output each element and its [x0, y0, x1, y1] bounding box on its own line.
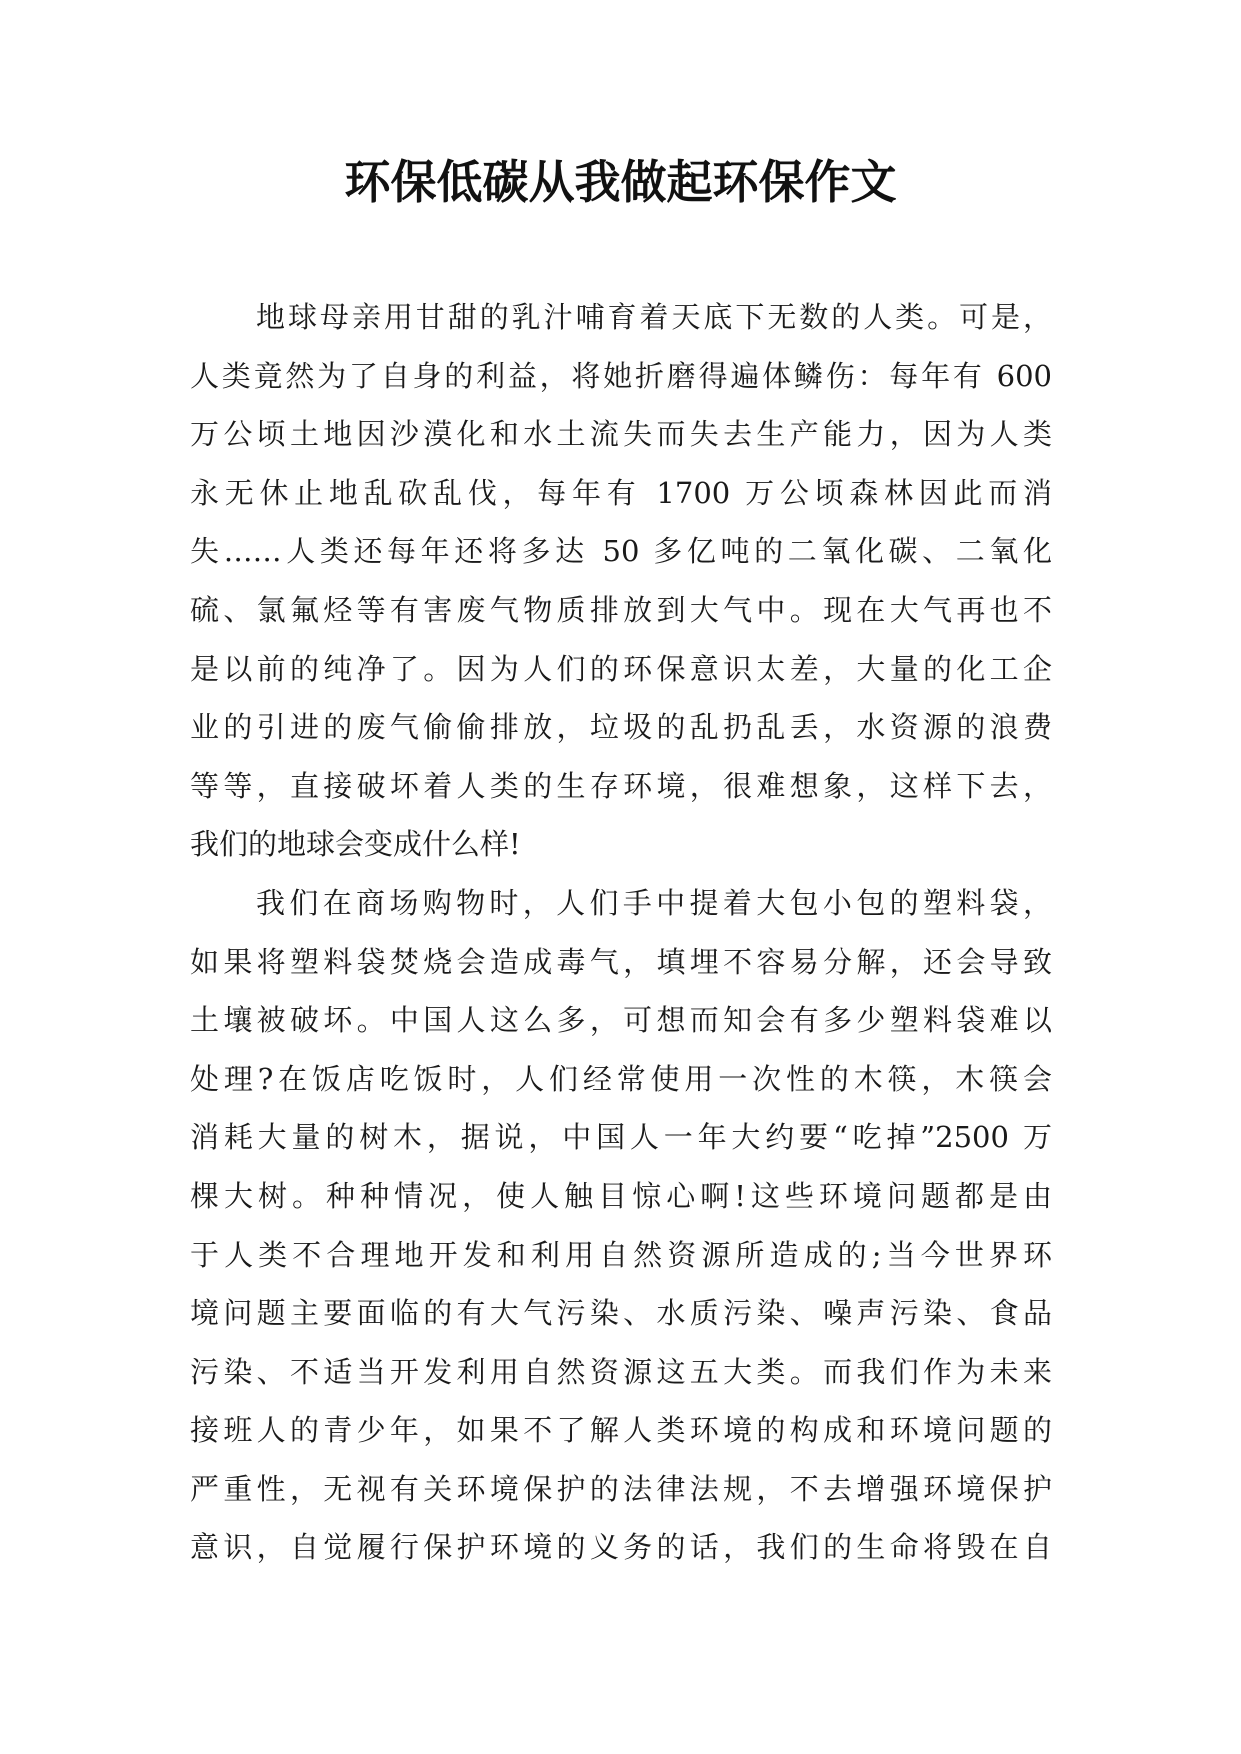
text-line: 万公顷土地因沙漠化和水土流失而失去生产能力，因为人类 — [190, 417, 1052, 452]
text-line: 我们在商场购物时，人们手中提着大包小包的塑料袋， — [256, 885, 1052, 920]
document-title: 环保低碳从我做起环保作文 — [344, 155, 897, 209]
paragraph — [190, 288, 1052, 874]
text-line: 业的引进的废气偷偷排放，垃圾的乱扔乱丢，水资源的浪费 — [190, 710, 1052, 745]
text-line: 等等，直接破坏着人类的生存环境，很难想象，这样下去， — [190, 768, 1052, 803]
text-line: 硫、氯氟烃等有害废气物质排放到大气中。现在大气再也不 — [190, 592, 1052, 627]
text-line: 严重性，无视有关环境保护的法律法规，不去增强环境保护 — [190, 1471, 1052, 1506]
text-line: 境问题主要面临的有大气污染、水质污染、噪声污染、食品 — [190, 1296, 1052, 1331]
text-line: 处理?在饭店吃饭时，人们经常使用一次性的木筷，木筷会 — [190, 1061, 1052, 1096]
text-line: 接班人的青少年，如果不了解人类环境的构成和环境问题的 — [190, 1413, 1052, 1448]
text-line: 失……人类还每年还将多达 50 多亿吨的二氧化碳、二氧化 — [190, 534, 1052, 569]
text-line: 棵大树。种种情况，使人触目惊心啊!这些环境问题都是由 — [190, 1178, 1052, 1213]
text-line: 人类竟然为了自身的利益，将她折磨得遍体鳞伤：每年有 600 — [190, 358, 1052, 393]
paragraph — [190, 874, 1052, 1577]
text-line: 永无休止地乱砍乱伐，每年有 1700 万公顷森林因此而消 — [190, 475, 1052, 510]
text-line: 消耗大量的树木，据说，中国人一年大约要“吃掉”2500 万 — [190, 1120, 1052, 1155]
text-line: 意识，自觉履行保护环境的义务的话，我们的生命将毁在自 — [190, 1530, 1052, 1565]
text-line: 于人类不合理地开发和利用自然资源所造成的;当今世界环 — [190, 1237, 1052, 1272]
text-line: 土壤被破坏。中国人这么多，可想而知会有多少塑料袋难以 — [190, 1003, 1052, 1038]
text-line: 如果将塑料袋焚烧会造成毒气，填埋不容易分解，还会导致 — [190, 944, 1052, 979]
text-line: 是以前的纯净了。因为人们的环保意识太差，大量的化工企 — [190, 651, 1052, 686]
document-body — [190, 288, 1052, 1577]
text-line: 污染、不适当开发利用自然资源这五大类。而我们作为未来 — [190, 1354, 1052, 1389]
text-line: 我们的地球会变成什么样! — [190, 827, 521, 862]
text-line: 地球母亲用甘甜的乳汁哺育着天底下无数的人类。可是， — [256, 300, 1052, 334]
